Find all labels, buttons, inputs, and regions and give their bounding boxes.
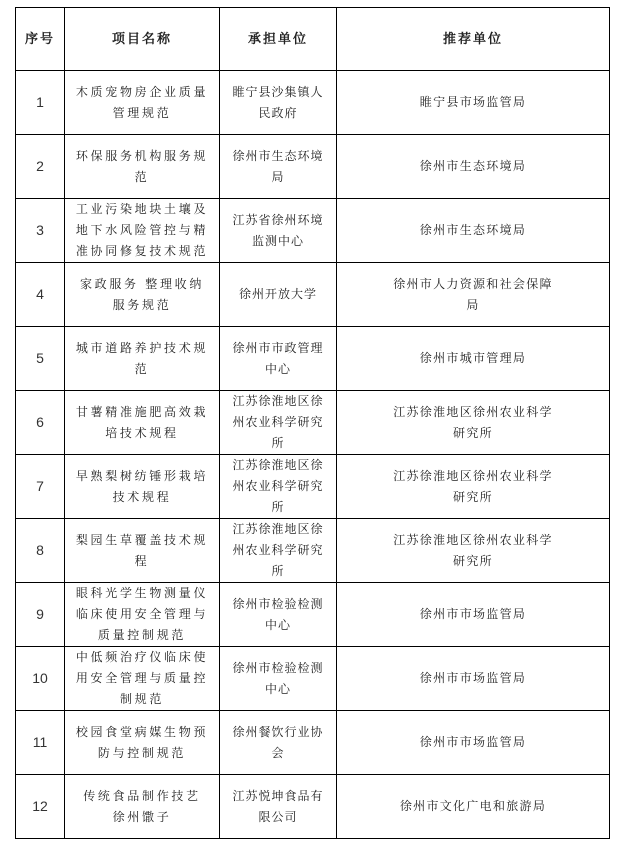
- undertaking-unit: 徐州开放大学: [238, 287, 317, 301]
- undertaking-unit-cell: [220, 519, 337, 583]
- row-number: 10: [32, 669, 48, 686]
- project-name: 眼科光学生物测量仪临床使用安全管理与质量控制规范: [75, 586, 209, 642]
- undertaking-unit: 江苏徐淮地区徐州农业科学研究所: [232, 458, 324, 514]
- project-name-cell: [65, 199, 220, 263]
- table-row: [16, 775, 610, 839]
- project-name: 校园食堂病媒生物预防与控制规范: [75, 724, 209, 760]
- recommending-unit: 江苏徐淮地区徐州农业科学研究所: [393, 468, 553, 504]
- project-name: 传统食品制作技艺 徐州馓子: [83, 788, 216, 824]
- row-number-cell: [16, 647, 65, 711]
- recommending-unit: 徐州市人力资源和社会保障局: [393, 276, 553, 312]
- project-name-cell: [65, 711, 220, 775]
- recommending-unit: 江苏徐淮地区徐州农业科学研究所: [393, 404, 553, 440]
- row-number: 3: [36, 221, 44, 238]
- header-row: [16, 8, 610, 71]
- recommending-unit-cell: [337, 711, 610, 775]
- header-recommender: 推荐单位: [337, 8, 610, 71]
- project-name: 中低频治疗仪临床使用安全管理与质量控制规范: [75, 650, 209, 706]
- undertaking-unit: 睢宁县沙集镇人民政府: [232, 84, 324, 120]
- recommending-unit-cell: [337, 775, 610, 839]
- table-row: [16, 263, 610, 327]
- undertaking-unit-cell: [220, 327, 337, 391]
- row-number-cell: [16, 711, 65, 775]
- row-number: 1: [36, 93, 44, 110]
- row-number: 4: [36, 285, 44, 302]
- project-name: 早熟梨树纺锤形栽培技术规程: [75, 468, 209, 504]
- project-name-cell: [65, 775, 220, 839]
- row-number-cell: [16, 775, 65, 839]
- recommending-unit-cell: [337, 647, 610, 711]
- table-row: [16, 71, 610, 135]
- recommending-unit: 徐州市市场监管局: [419, 607, 527, 621]
- project-name: 甘薯精准施肥高效栽培技术规程: [75, 404, 209, 440]
- project-name-cell: [65, 327, 220, 391]
- row-number-cell: [16, 199, 65, 263]
- row-number-cell: [16, 135, 65, 199]
- row-number: 5: [36, 349, 44, 366]
- project-name: 梨园生草覆盖技术规程: [75, 532, 209, 568]
- row-number: 11: [32, 733, 48, 750]
- recommending-unit-cell: [337, 455, 610, 519]
- project-name-cell: [65, 583, 220, 647]
- recommending-unit-cell: [337, 71, 610, 135]
- row-number: 6: [36, 413, 44, 430]
- undertaking-unit: 江苏悦坤食品有限公司: [232, 788, 324, 824]
- project-name-cell: [65, 455, 220, 519]
- undertaking-unit: 徐州市检验检测中心: [232, 596, 324, 632]
- row-number-cell: [16, 519, 65, 583]
- row-number-cell: [16, 583, 65, 647]
- project-name-cell: [65, 71, 220, 135]
- recommending-unit: 徐州市文化广电和旅游局: [399, 799, 547, 813]
- project-name: 工业污染地块土壤及地下水风险管控与精准协同修复技术规范: [75, 202, 209, 258]
- recommending-unit: 徐州市生态环境局: [419, 223, 527, 237]
- recommending-unit: 徐州市生态环境局: [419, 159, 527, 173]
- row-number-cell: [16, 391, 65, 455]
- recommending-unit: 徐州市市场监管局: [419, 671, 527, 685]
- table-row: [16, 391, 610, 455]
- table-row: [16, 135, 610, 199]
- project-name: 木质宠物房企业质量管理规范: [75, 84, 209, 120]
- undertaking-unit-cell: [220, 391, 337, 455]
- row-number: 12: [32, 797, 48, 814]
- header-no: 序号: [16, 8, 65, 71]
- recommending-unit: 徐州市城市管理局: [419, 351, 527, 365]
- row-number: 9: [36, 605, 44, 622]
- recommending-unit-cell: [337, 199, 610, 263]
- undertaking-unit-cell: [220, 199, 337, 263]
- project-table: [15, 7, 610, 839]
- project-name-cell: [65, 519, 220, 583]
- project-name-cell: [65, 391, 220, 455]
- recommending-unit-cell: [337, 583, 610, 647]
- recommending-unit: 睢宁县市场监管局: [419, 95, 527, 109]
- undertaking-unit-cell: [220, 455, 337, 519]
- table-row: [16, 519, 610, 583]
- recommending-unit-cell: [337, 391, 610, 455]
- undertaking-unit-cell: [220, 647, 337, 711]
- recommending-unit: 徐州市市场监管局: [419, 735, 527, 749]
- row-number-cell: [16, 71, 65, 135]
- table-row: [16, 455, 610, 519]
- undertaking-unit: 徐州市生态环境局: [232, 148, 324, 184]
- row-number-cell: [16, 455, 65, 519]
- row-number: 8: [36, 541, 44, 558]
- row-number-cell: [16, 327, 65, 391]
- row-number: 7: [36, 477, 44, 494]
- row-number-cell: [16, 263, 65, 327]
- undertaking-unit: 徐州市市政管理中心: [232, 340, 324, 376]
- project-name-cell: [65, 263, 220, 327]
- undertaking-unit-cell: [220, 583, 337, 647]
- undertaking-unit-cell: [220, 711, 337, 775]
- recommending-unit-cell: [337, 263, 610, 327]
- table-row: [16, 583, 610, 647]
- undertaking-unit: 徐州餐饮行业协会: [232, 724, 324, 760]
- project-name-cell: [65, 647, 220, 711]
- undertaking-unit: 徐州市检验检测中心: [232, 660, 324, 696]
- project-name-cell: [65, 135, 220, 199]
- recommending-unit: 江苏徐淮地区徐州农业科学研究所: [393, 532, 553, 568]
- undertaking-unit: 江苏省徐州环境监测中心: [232, 212, 324, 248]
- table-row: [16, 327, 610, 391]
- table-row: [16, 647, 610, 711]
- row-number: 2: [36, 157, 44, 174]
- undertaking-unit: 江苏徐淮地区徐州农业科学研究所: [232, 522, 324, 578]
- table-row: [16, 711, 610, 775]
- undertaking-unit-cell: [220, 71, 337, 135]
- project-name: 家政服务 整理收纳服务规范: [79, 276, 205, 312]
- recommending-unit-cell: [337, 519, 610, 583]
- table-row: [16, 199, 610, 263]
- project-name: 环保服务机构服务规范: [75, 148, 209, 184]
- recommending-unit-cell: [337, 327, 610, 391]
- header-project: 项目名称: [65, 8, 220, 71]
- project-name: 城市道路养护技术规范: [75, 340, 209, 376]
- header-undertaker: 承担单位: [220, 8, 337, 71]
- undertaking-unit: 江苏徐淮地区徐州农业科学研究所: [232, 394, 324, 450]
- undertaking-unit-cell: [220, 135, 337, 199]
- recommending-unit-cell: [337, 135, 610, 199]
- undertaking-unit-cell: [220, 263, 337, 327]
- undertaking-unit-cell: [220, 775, 337, 839]
